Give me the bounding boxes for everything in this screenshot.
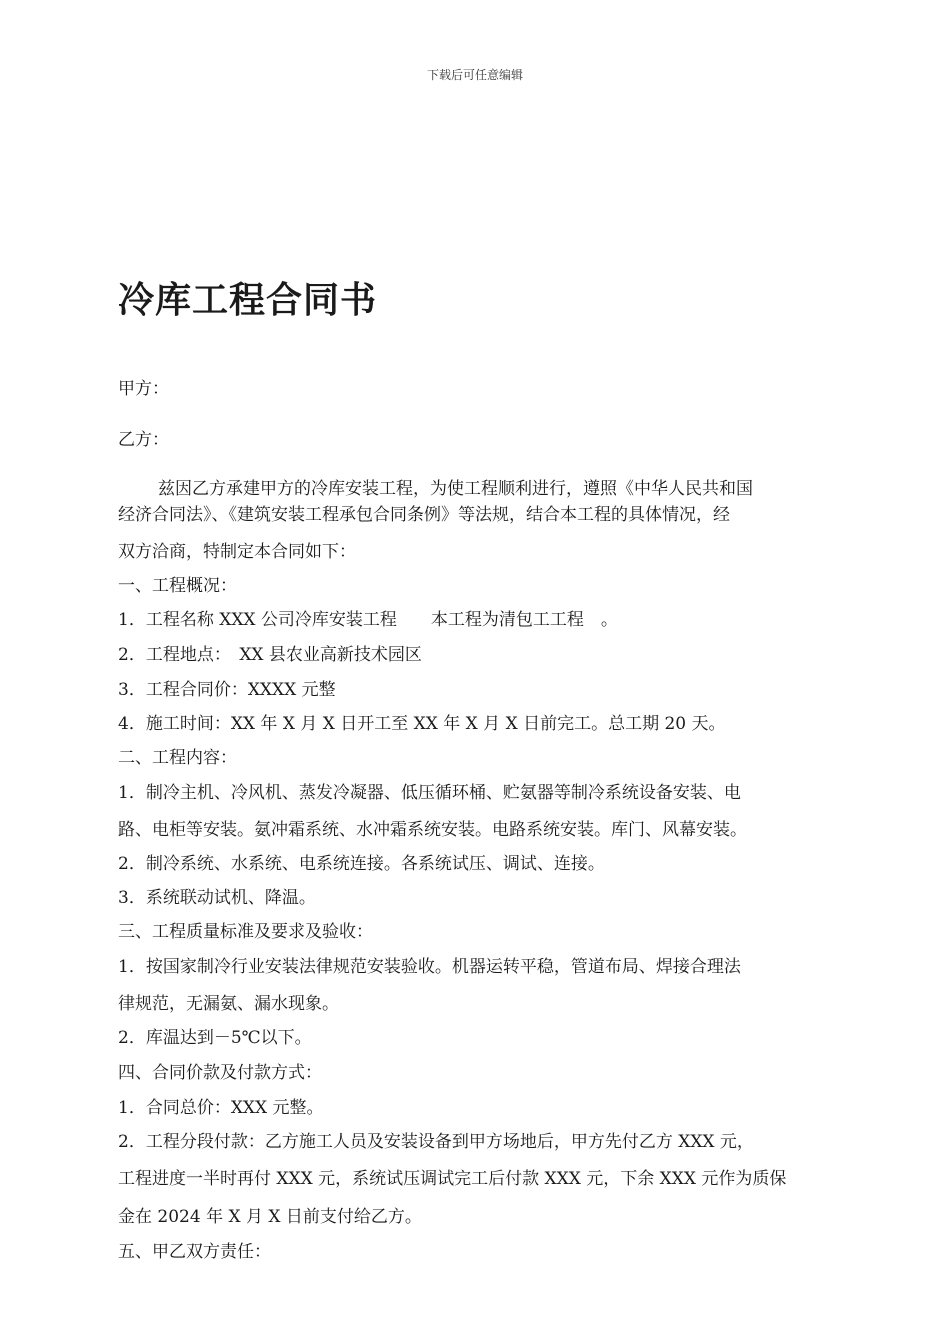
- preamble-line-3: 双方洽商，特制定本合同如下：: [118, 542, 356, 562]
- paragraph-line: 金在 2024 年 X 月 X 日前支付给乙方。: [118, 1207, 422, 1227]
- party-b-label: 乙方：: [118, 430, 169, 450]
- paragraph-line: 2．制冷系统、水系统、电系统连接。各系统试压、调试、连接。: [118, 854, 605, 874]
- paragraph-line: 3．工程合同价：XXXX 元整: [118, 680, 336, 700]
- paragraph-line: 律规范，无漏氨、漏水现象。: [118, 994, 339, 1014]
- paragraph-line: 2．库温达到－5℃以下。: [118, 1028, 312, 1048]
- paragraph-line: 1．制冷主机、冷风机、蒸发冷凝器、低压循环桶、贮氨器等制冷系统设备安装、电: [118, 783, 741, 803]
- section-heading-2: 二、工程内容：: [118, 748, 237, 768]
- preamble-line-1: 兹因乙方承建甲方的冷库安装工程，为使工程顺利进行，遵照《中华人民共和国: [158, 479, 753, 499]
- preamble-line-2: 经济合同法》、《建筑安装工程承包合同条例》等法规，结合本工程的具体情况，经: [118, 505, 730, 525]
- paragraph-line: 路、电柜等安装。氨冲霜系统、水冲霜系统安装。电路系统安装。库门、风幕安装。: [118, 820, 747, 840]
- paragraph-line: 3．系统联动试机、降温。: [118, 888, 316, 908]
- paragraph-line: 1．工程名称 XXX 公司冷库安装工程 本工程为清包工工程 。: [118, 610, 618, 630]
- paragraph-line: 2．工程分段付款：乙方施工人员及安装设备到甲方场地后，甲方先付乙方 XXX 元，: [118, 1132, 754, 1152]
- paragraph-line: 4．施工时间：XX 年 X 月 X 日开工至 XX 年 X 月 X 日前完工。总工期 20 天。: [118, 714, 726, 734]
- section-heading-3: 三、工程质量标准及要求及验收：: [118, 922, 373, 942]
- party-a-label: 甲方：: [118, 379, 169, 399]
- section-heading-5: 五、甲乙双方责任：: [118, 1242, 271, 1262]
- header-note: 下载后可任意编辑: [426, 68, 523, 82]
- section-heading-4: 四、合同价款及付款方式：: [118, 1063, 322, 1083]
- paragraph-line: 工程进度一半时再付 XXX 元，系统试压调试完工后付款 XXX 元，下余 XXX 元作为质保: [118, 1169, 787, 1189]
- paragraph-line: 1．按国家制冷行业安装法律规范安装验收。机器运转平稳，管道布局、焊接合理法: [118, 957, 741, 977]
- paragraph-line: 2．工程地点： XX 县农业高新技术园区: [118, 645, 422, 665]
- section-heading-1: 一、工程概况：: [118, 576, 237, 596]
- document-title: 冷库工程合同书: [118, 280, 378, 321]
- paragraph-line: 1．合同总价：XXX 元整。: [118, 1098, 324, 1118]
